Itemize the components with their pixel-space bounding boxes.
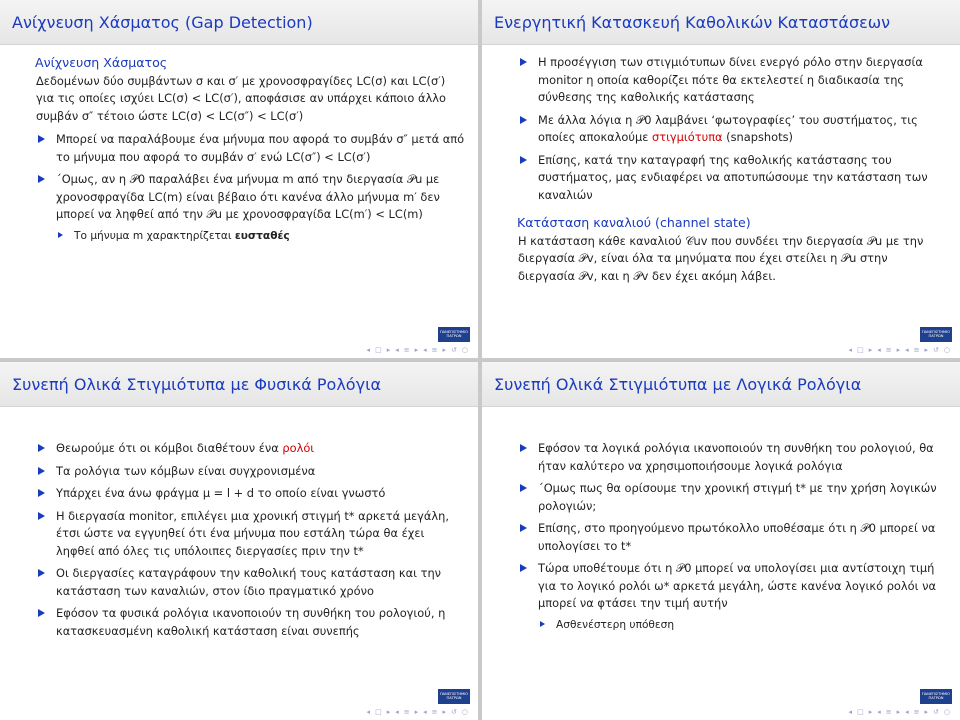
list-item-text: Επίσης, κατά την καταγραφή της καθολικής κατάστασης του συστήματος, μας ενδιαφέρει να αποτυπώσουμε την κατάσταση των καναλιών — [538, 152, 928, 202]
nav-prev-section-icon[interactable]: ◂ — [423, 708, 427, 716]
list-item — [518, 560, 948, 634]
nav-next-section-icon[interactable]: ▸ — [924, 346, 929, 354]
slide-title-bar — [0, 362, 478, 407]
list-item — [518, 152, 948, 205]
triangle-bullet-icon — [520, 564, 527, 572]
beamer-navigation[interactable] — [367, 345, 468, 355]
nav-prev-sub-icon[interactable]: ◂ — [877, 708, 881, 716]
university-logo: ΠΑΝΕΠΙΣΤΗΜΙΟ ΠΑΤΡΩΝ — [920, 327, 952, 342]
list-item-text: Εφόσον τα λογικά ρολόγια ικανοποιούν τη συνθήκη του ρολογιού, θα ήταν καλύτερο να χρησιμοποιήσουμε λογικά ρολόγια — [538, 441, 934, 473]
beamer-navigation[interactable] — [367, 707, 468, 717]
list-item — [36, 171, 466, 245]
nav-sub-icon[interactable]: ≡ — [403, 708, 410, 716]
triangle-bullet-icon — [38, 175, 45, 183]
bullet-list — [36, 131, 466, 245]
list-item — [36, 131, 466, 166]
nav-back-icon[interactable]: ↺ — [933, 708, 939, 716]
triangle-bullet-icon — [520, 484, 527, 492]
list-item-text: Η προσέγγιση των στιγμιότυπων δίνει ενεργό ρόλο στην διεργασία monitor η οποία καθορίζει πότε θα εκτελεστεί η διαδικασία της σύνθεσης της καθολικής κατάστασης — [538, 55, 923, 104]
list-item — [36, 485, 466, 503]
list-item-text: Τα ρολόγια των κόμβων είναι συγχρονισμένα — [56, 463, 316, 478]
nav-sub-icon[interactable]: ≡ — [885, 708, 892, 716]
triangle-bullet-icon — [38, 444, 45, 452]
triangle-bullet-icon — [520, 156, 527, 164]
university-logo: ΠΑΝΕΠΙΣΤΗΜΙΟ ΠΑΤΡΩΝ — [438, 689, 470, 704]
nav-prev-sub-icon[interactable]: ◂ — [395, 708, 399, 716]
triangle-bullet-icon — [38, 512, 45, 520]
block-text: Η κατάσταση κάθε καναλιού 𝒞uv που συνδέει την διεργασία 𝒫u με την διεργασία 𝒫v, είναι όλα τα μηνύματα που έχει στείλει η 𝒫u στην διεργασία 𝒫v, και η 𝒫v δεν έχει ακόμη λάβει. — [518, 233, 924, 283]
nav-next-sub-icon[interactable]: ▸ — [414, 708, 419, 716]
nav-section-icon[interactable]: ≡ — [431, 708, 438, 716]
slide-title: Συνεπή Ολικά Στιγμιότυπα με Φυσικά Ρολόγια — [12, 374, 382, 394]
nav-back-icon[interactable]: ↺ — [451, 708, 457, 716]
nav-next-icon[interactable]: ▸ — [386, 346, 391, 354]
sub-list-item — [56, 228, 466, 246]
slide-title-bar — [482, 0, 960, 45]
nav-prev-icon[interactable]: ◂ — [848, 708, 853, 716]
nav-prev-section-icon[interactable]: ◂ — [905, 708, 909, 716]
triangle-bullet-icon — [38, 489, 45, 497]
list-item-text: Θεωρούμε ότι οι κόμβοι διαθέτουν ένα — [56, 441, 283, 455]
list-item-text: Υπάρχει ένα άνω φράγμα μ = l + d το οποίο είναι γνωστό — [56, 486, 386, 500]
nav-sub-icon[interactable]: ≡ — [885, 346, 892, 354]
triangle-bullet-icon — [520, 116, 527, 124]
nav-search-icon[interactable]: ○ — [943, 346, 950, 354]
sub-bullet-list — [56, 228, 466, 246]
list-item — [36, 440, 466, 458]
slide-title: Συνεπή Ολικά Στιγμιότυπα με Λογικά Ρολόγια — [494, 374, 862, 394]
triangle-bullet-icon — [520, 58, 527, 66]
nav-prev-icon[interactable]: ◂ — [366, 708, 371, 716]
list-item-text: Τώρα υποθέτουμε ότι η 𝒫0 μπορεί να υπολογίσει μια αντίστοιχη τιμή για το λογικό ρολόι ω* αρκετά μεγάλη, ώστε κανένα λογικό ρολόι να μπορεί να φτάσει την τιμή αυτήν — [538, 561, 936, 610]
block-title: Κατάσταση καναλιού (channel state) — [517, 215, 751, 230]
slide-physical-clocks — [0, 362, 478, 720]
nav-search-icon[interactable]: ○ — [461, 346, 468, 354]
nav-sub-icon[interactable]: ≡ — [403, 346, 410, 354]
list-item-text: ΄Ομως, αν η 𝒫0 παραλάβει ένα μήνυμα m από την διεργασία 𝒫u με χρονοσφραγίδα LC(m) είναι βέβαιο ότι κανένα άλλο μήνυμα m′ δεν μπορεί να ληφθεί από την 𝒫u με χρονοσφραγίδα LC(m′) < LC(m) — [56, 172, 440, 221]
list-item — [518, 480, 948, 515]
university-logo: ΠΑΝΕΠΙΣΤΗΜΙΟ ΠΑΤΡΩΝ — [920, 689, 952, 704]
beamer-navigation[interactable] — [849, 707, 950, 717]
list-item — [36, 605, 466, 640]
nav-section-icon[interactable]: ≡ — [913, 346, 920, 354]
nav-frame-icon[interactable]: □ — [375, 346, 382, 354]
nav-prev-sub-icon[interactable]: ◂ — [395, 346, 399, 354]
nav-prev-sub-icon[interactable]: ◂ — [877, 346, 881, 354]
nav-back-icon[interactable]: ↺ — [451, 346, 457, 354]
nav-next-icon[interactable]: ▸ — [868, 346, 873, 354]
sub-bullet-list — [538, 617, 948, 635]
slide-gap-detection — [0, 0, 478, 358]
triangle-bullet-icon — [38, 135, 45, 143]
bullet-list — [36, 440, 466, 640]
list-item — [36, 463, 466, 481]
slide-body — [482, 406, 960, 696]
sub-item-emphasis: ευσταθές — [234, 229, 290, 242]
nav-prev-icon[interactable]: ◂ — [848, 346, 853, 354]
triangle-bullet-icon — [38, 569, 45, 577]
list-item-text: Οι διεργασίες καταγράφουν την καθολική τους κατάσταση και την κατάσταση των καναλιών, στον ίδιο πραγματικό χρόνο — [56, 566, 442, 598]
triangle-bullet-icon — [520, 524, 527, 532]
nav-frame-icon[interactable]: □ — [857, 346, 864, 354]
university-logo: ΠΑΝΕΠΙΣΤΗΜΙΟ ΠΑΤΡΩΝ — [438, 327, 470, 342]
nav-search-icon[interactable]: ○ — [461, 708, 468, 716]
highlight-term: στιγμιότυπα — [652, 130, 723, 144]
nav-section-icon[interactable]: ≡ — [431, 346, 438, 354]
nav-prev-icon[interactable]: ◂ — [366, 346, 371, 354]
list-item-text: Επίσης, στο προηγούμενο πρωτόκολλο υποθέσαμε ότι η 𝒫0 μπορεί να υπολογίσει το t* — [538, 521, 936, 553]
triangle-bullet-icon — [540, 621, 545, 627]
list-item-text: Μπορεί να παραλάβουμε ένα μήνυμα που αφορά το συμβάν σ″ μετά από το μήνυμα που αφορά το συμβάν σ′ ενώ LC(σ″) < LC(σ′) — [56, 132, 465, 164]
slide-title: Ενεργητική Κατασκευή Καθολικών Καταστάσεων — [494, 12, 891, 32]
sub-item-text: Ασθενέστερη υπόθεση — [556, 618, 675, 631]
nav-next-section-icon[interactable]: ▸ — [442, 708, 447, 716]
slide-body — [0, 44, 478, 334]
nav-back-icon[interactable]: ↺ — [933, 346, 939, 354]
nav-section-icon[interactable]: ≡ — [913, 708, 920, 716]
block-text: Δεδομένων δύο συμβάντων σ και σ′ με χρονοσφραγίδες LC(σ) και LC(σ′) για τις οποίες ισχύει LC(σ) < LC(σ′), αποφάσισε αν υπάρχει κάποιο άλλο συμβάν σ″ τέτοιο ώστε LC(σ) < LC(σ″) < LC(σ′) — [36, 73, 446, 123]
bullet-list — [518, 440, 948, 634]
list-item — [36, 565, 466, 600]
nav-next-section-icon[interactable]: ▸ — [442, 346, 447, 354]
slide-logical-clocks — [482, 362, 960, 720]
nav-search-icon[interactable]: ○ — [943, 708, 950, 716]
nav-frame-icon[interactable]: □ — [857, 708, 864, 716]
slide-title-bar — [482, 362, 960, 407]
triangle-bullet-icon — [38, 609, 45, 617]
triangle-bullet-icon — [58, 232, 63, 238]
beamer-navigation[interactable] — [849, 345, 950, 355]
slide-body — [482, 44, 960, 334]
list-item-text: Με άλλα λόγια η 𝒫0 λαμβάνει ‘φωτογραφίες’ του συστήματος, τις οποίες αποκαλούμε — [538, 112, 918, 144]
nav-frame-icon[interactable]: □ — [375, 708, 382, 716]
list-item-text: ΄Ομως πως θα ορίσουμε την χρονική στιγμή t* με την χρήση λογικών ρολογιών; — [538, 481, 937, 513]
slide-active-snapshot — [482, 0, 960, 358]
highlight-term: ρολόι — [282, 441, 315, 455]
list-item — [518, 440, 948, 475]
slide-title-bar — [0, 0, 478, 45]
sub-list-item — [538, 617, 948, 635]
list-item — [518, 112, 948, 147]
nav-prev-section-icon[interactable]: ◂ — [905, 346, 909, 354]
slide-title: Ανίχνευση Χάσματος (Gap Detection) — [12, 12, 313, 32]
nav-next-icon[interactable]: ▸ — [386, 708, 391, 716]
nav-next-sub-icon[interactable]: ▸ — [896, 708, 901, 716]
nav-next-section-icon[interactable]: ▸ — [924, 708, 929, 716]
nav-next-sub-icon[interactable]: ▸ — [414, 346, 419, 354]
slide-body — [0, 406, 478, 696]
block-title: Ανίχνευση Χάσματος — [35, 55, 168, 70]
triangle-bullet-icon — [520, 444, 527, 452]
list-item-text: Η διεργασία monitor, επιλέγει μια χρονική στιγμή t* αρκετά μεγάλη, έτσι ώστε να εγγυηθεί ότι ένα μήνυμα που εστάλη τώρα θα έχει ληφθεί από όλες τις υπόλοιπες διεργασίες πριν την t* — [56, 508, 449, 558]
nav-next-icon[interactable]: ▸ — [868, 708, 873, 716]
list-item — [518, 54, 948, 107]
triangle-bullet-icon — [38, 467, 45, 475]
list-item-text: Εφόσον τα φυσικά ρολόγια ικανοποιούν τη συνθήκη του ρολογιού, η κατασκευασμένη καθολική κατάσταση είναι συνεπής — [56, 606, 446, 638]
list-item — [518, 520, 948, 555]
nav-next-sub-icon[interactable]: ▸ — [896, 346, 901, 354]
list-item-text-suffix: (snapshots) — [722, 130, 793, 144]
bullet-list — [518, 54, 948, 204]
nav-prev-section-icon[interactable]: ◂ — [423, 346, 427, 354]
list-item — [36, 508, 466, 561]
sub-item-text: Το μήνυμα m χαρακτηρίζεται — [74, 229, 235, 242]
